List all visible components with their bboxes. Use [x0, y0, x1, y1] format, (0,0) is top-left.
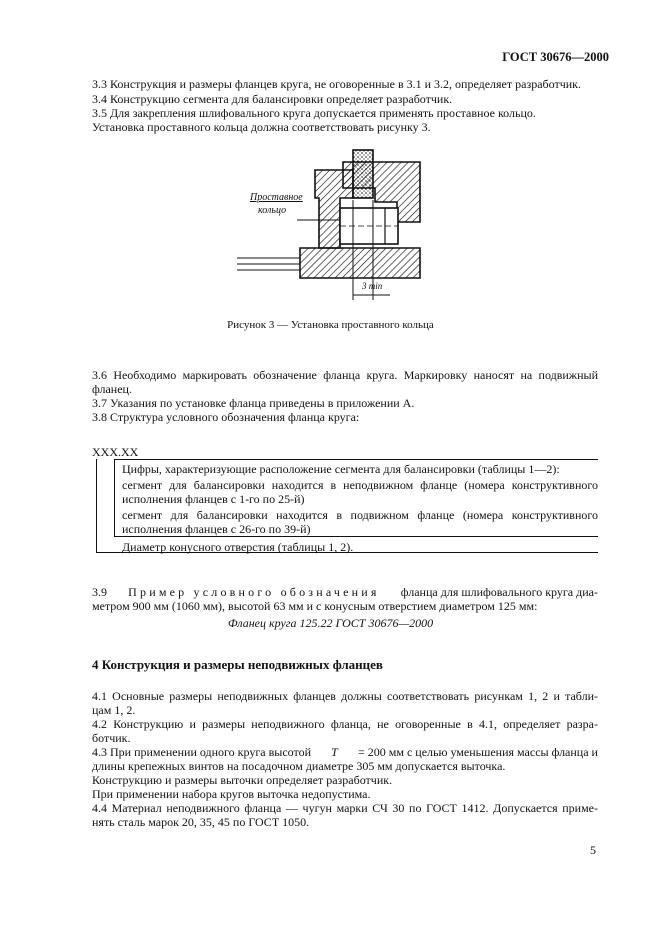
structure-row-movable-2: исполнения фланцев с 26-го по 39-й) [122, 522, 311, 536]
example-spaced-heading: Пример условного обозначения [128, 585, 380, 599]
example-text: фланца для шлифовального круга диа- [400, 585, 598, 599]
flange-lower-section [300, 248, 420, 278]
paragraph-4-3-groove: Конструкцию и размеры выточки определяет разработчик. [92, 773, 393, 787]
paragraph-3-5: 3.5 Для закрепления шлифовального круга допускается применять проставное кольцо. [92, 106, 536, 120]
spacer-ring [340, 208, 398, 244]
figure-spacer-ring [225, 140, 440, 305]
paragraph-3-4: 3.4 Конструкцию сегмента для балансировки определяет разработчик. [92, 92, 453, 106]
structure-bracket-outer [96, 459, 97, 552]
structure-row-movable-1: сегмент для балансировки находится в подвижном фланце (номера конструктивного [122, 508, 598, 522]
paragraph-4-4-cont: нять сталь марок 20, 35, 45 по ГОСТ 1050. [92, 815, 310, 829]
paragraph-4-3 [92, 745, 598, 759]
grinding-wheel [353, 150, 373, 198]
section-4-heading: 4 Конструкция и размеры неподвижных фланцев [92, 657, 383, 672]
paragraph-3-5-cont: Установка проставного кольца должна соответствовать рисунку 3. [92, 120, 431, 134]
structure-line-mid [114, 536, 598, 537]
structure-code: XXX.XX [92, 445, 139, 459]
example-number: 3.9 [92, 585, 107, 599]
structure-row-diameter: Диаметр конусного отверстия (таблицы 1, 2). [122, 540, 354, 554]
paragraph-3-9 [92, 585, 598, 599]
figure-dim-label: 3 min [362, 281, 383, 291]
figure-label-ring-line2: кольцо [258, 205, 287, 216]
p4-3-pre: 4.3 При применении одного круга высотой [92, 745, 311, 759]
p4-3-post: = 200 мм с целью уменьшения массы фланца и [358, 745, 598, 759]
figure-caption: Рисунок 3 — Установка проставного кольца [227, 319, 434, 331]
paragraph-4-3-set: При применении набора кругов выточка недопустима. [92, 787, 371, 801]
structure-line-top [114, 459, 598, 460]
page-number: 5 [590, 843, 596, 857]
structure-bracket-inner [114, 459, 115, 536]
paragraph-4-4: 4.4 Материал неподвижного фланца — чугун марки СЧ 30 по ГОСТ 1412. Допускается приме- [92, 801, 598, 815]
example-designation: Фланец круга 125.22 ГОСТ 30676—2000 [227, 616, 434, 630]
paragraph-3-8: 3.8 Структура условного обозначения фланца круга: [92, 410, 360, 424]
figure-label-ring-line1: Проставное [250, 192, 303, 203]
paragraph-3-3: 3.3 Конструкция и размеры фланцев круга, не оговоренные в 3.1 и 3.2, определяет разработчик. [92, 77, 581, 91]
structure-row-fixed-2: исполнения фланцев с 1-го по 25-й) [122, 492, 305, 506]
paragraph-4-2: 4.2 Конструкцию и размеры неподвижного фланца, не оговоренные в 4.1, определяет разра- [92, 717, 598, 731]
paragraph-4-2-cont: ботчик. [92, 731, 131, 745]
paragraph-3-7: 3.7 Указания по установке фланца приведены в приложении А. [92, 396, 415, 410]
paragraph-4-1-cont: цам 1, 2. [92, 703, 136, 717]
paragraph-3-9-cont: метром 900 мм (1060 мм), высотой 63 мм и с конусным отверстием диаметром 125 мм: [92, 599, 538, 613]
p4-3-variable: T [331, 745, 338, 759]
doc-code-header: ГОСТ 30676—2000 [502, 50, 609, 64]
structure-row-fixed-1: сегмент для балансировки находится в неподвижном фланце (номера конструктивного [122, 478, 598, 492]
paragraph-3-6: 3.6 Необходимо маркировать обозначение фланца круга. Маркировку наносят на подвижный [92, 368, 598, 382]
paragraph-3-6-cont: фланец. [92, 382, 132, 396]
paragraph-4-3-cont: длины крепежных винтов на посадочном диаметре 305 мм допускается выточка. [92, 759, 506, 773]
structure-row-segment: Цифры, характеризующие расположение сегмента для балансировки (таблицы 1—2): [122, 462, 560, 476]
paragraph-4-1: 4.1 Основные размеры неподвижных фланцев должны соответствовать рисункам 1, 2 и табли- [92, 689, 598, 703]
